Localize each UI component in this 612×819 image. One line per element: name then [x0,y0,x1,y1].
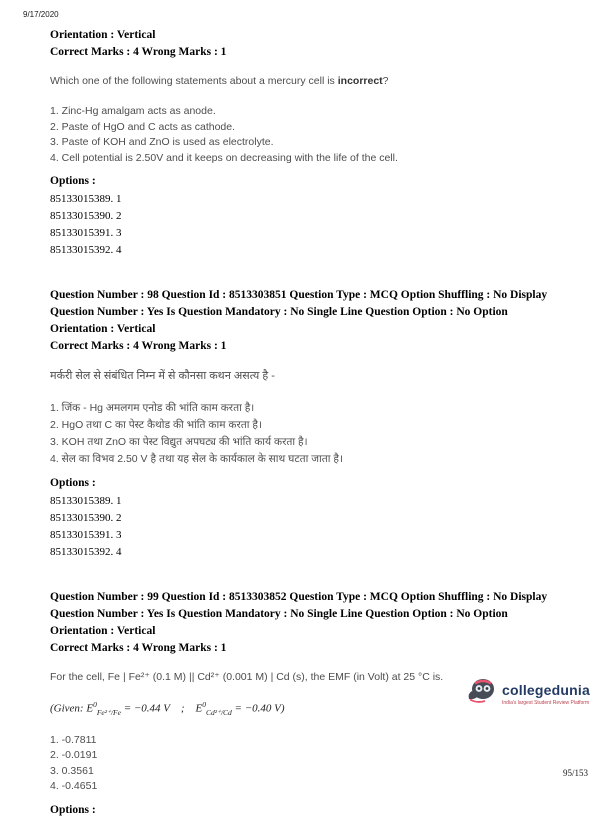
options-label: Options : [50,175,96,187]
choices-list [50,733,584,795]
meta-line: Question Number : 98 Question Id : 8513303851 Question Type : MCQ Option Shuffling : No Display [50,289,548,301]
question-text-suffix: ? [382,75,389,87]
choice-item: 3. KOH तथा ZnO का पेस्ट विद्युत अपघट्य की भांति कार्य करता है। [50,436,308,448]
brand-tagline: India's largest Student Review Platform [502,699,590,706]
question-text-bold: incorrect [337,75,383,87]
marks-line: Correct Marks : 4 Wrong Marks : 1 [50,642,227,654]
e-superscript: 0 [93,700,97,709]
print-date: 9/17/2020 [23,10,59,19]
meta-line: Orientation : Vertical [50,625,156,637]
question-text: For the cell, Fe | Fe²⁺ (0.1 M) || Cd²⁺ (0.001 M) | Cd (s), the EMF (in Volt) at 25 °C is. [50,671,444,683]
option-id: 85133015391. 3 [50,529,122,541]
choice-item: 4. सेल का विभव 2.50 V है तथा यह सेल के कार्यकाल के साथ घटता जाता है। [50,453,343,465]
marks-line: Correct Marks : 4 Wrong Marks : 1 [50,340,227,352]
options-label: Options : [50,803,96,816]
choices-list [50,400,584,468]
question-text: मर्करी सेल से संबंधित निम्न में से कौनसा कथन असत्य है - [50,370,275,382]
option-id: 85133015392. 4 [50,244,122,256]
marks-line: Correct Marks : 4 Wrong Marks : 1 [50,46,227,58]
e-value: = −0.44 V [120,702,170,715]
question-block [50,287,584,561]
option-id: 85133015390. 2 [50,512,122,524]
option-id: 85133015389. 1 [50,495,122,507]
options-label: Options : [50,477,96,489]
given-separator: ; [169,702,196,715]
choice-item: 4. Cell potential is 2.50V and it keeps on decreasing with the life of the cell. [50,151,398,164]
option-ids [50,191,584,259]
choice-item: 1. -0.7811 [50,733,97,746]
choice-item: 3. Paste of KOH and ZnO is used as electrolyte. [50,136,274,148]
choices-list [50,104,584,166]
e-subscript: Cd²⁺/Cd [205,707,232,717]
meta-line: Question Number : 99 Question Id : 8513303852 Question Type : MCQ Option Shuffling : No Display [50,591,548,603]
given-close: ) [280,702,285,715]
choice-item: 3. 0.3561 [50,764,94,777]
meta-line: Orientation : Vertical [50,29,156,41]
e-superscript: 0 [202,700,206,709]
meta-line: Orientation : Vertical [50,323,156,335]
option-id: 85133015391. 3 [50,227,122,239]
e-value: = −0.40 V [231,702,281,715]
option-id: 85133015390. 2 [50,210,122,222]
option-id: 85133015389. 1 [50,193,122,205]
question-text-prefix: Which one of the following statements about a mercury cell is [50,75,338,87]
brand-text [502,683,590,706]
meta-line: Question Number : Yes Is Question Mandatory : No Single Line Question Option : No Option [50,306,508,318]
choice-item: 1. Zinc-Hg amalgam acts as anode. [50,105,216,117]
option-id: 85133015392. 4 [50,546,122,558]
choice-item: 2. Paste of HgO and C acts as cathode. [50,120,236,133]
question-block [50,27,584,259]
collegedunia-mascot-icon [466,678,496,710]
e-subscript: Fe²⁺/Fe [96,707,121,717]
choice-item: 2. -0.0191 [50,749,98,762]
e-cell-symbol: E [86,702,94,715]
choice-item: 2. HgO तथा C का पेस्ट कैथोड की भांति काम करता है। [50,419,262,431]
meta-line: Question Number : Yes Is Question Mandatory : No Single Line Question Option : No Option [50,608,508,620]
brand-name: collegedunia [502,681,590,698]
choice-item: 1. जिंक - Hg अमलगम एनोड की भांति काम करता है। [50,402,255,414]
page-number: 95/153 [562,768,588,778]
e-cell-symbol: E [195,702,203,715]
choice-item: 4. -0.4651 [50,780,98,793]
given-open: (Given: [50,702,87,715]
option-ids [50,493,584,561]
collegedunia-logo [466,678,590,710]
question-text [50,74,584,89]
